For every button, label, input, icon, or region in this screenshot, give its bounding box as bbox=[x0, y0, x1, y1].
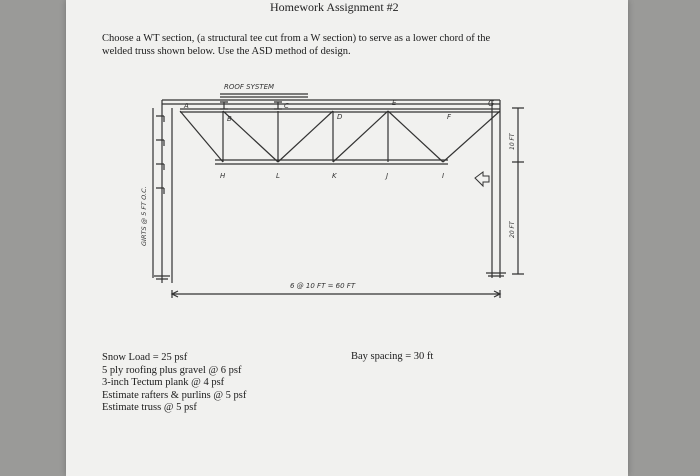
roof-system-label: ROOF SYSTEM bbox=[224, 83, 275, 91]
height-bottom-label: 20 FT bbox=[509, 221, 516, 238]
node-label-f: F bbox=[447, 113, 452, 121]
node-label-a: A bbox=[184, 102, 189, 110]
instructions-line-2: welded truss shown below. Use the ASD method of design. bbox=[102, 46, 351, 57]
load-item-rafters: Estimate rafters & purlins @ 5 psf bbox=[102, 389, 247, 401]
load-item-tectum: 3-inch Tectum plank @ 4 psf bbox=[102, 377, 225, 388]
left-column bbox=[153, 100, 172, 283]
load-item-roofing: 5 ply roofing plus gravel @ 6 psf bbox=[102, 364, 242, 376]
wind-arrow-icon bbox=[475, 172, 489, 186]
page-title: Homework Assignment #2 bbox=[270, 0, 399, 14]
node-label-l: L bbox=[276, 172, 280, 180]
truss-diagram bbox=[120, 78, 540, 308]
node-label-e: E bbox=[392, 99, 397, 107]
span-label: 6 @ 10 FT = 60 FT bbox=[290, 282, 356, 290]
node-label-j: J bbox=[386, 172, 389, 180]
node-label-k: K bbox=[332, 172, 337, 180]
assignment-instructions bbox=[102, 32, 542, 58]
bay-spacing: Bay spacing = 30 ft bbox=[351, 351, 434, 362]
node-label-g: G bbox=[488, 99, 495, 108]
node-label-d: D bbox=[337, 113, 343, 121]
right-column bbox=[492, 100, 500, 278]
node-label-c: C bbox=[284, 102, 289, 110]
load-item-snow: Snow Load = 25 psf bbox=[102, 352, 188, 363]
load-list bbox=[102, 352, 342, 415]
node-label-i: I bbox=[442, 172, 445, 180]
height-dimension bbox=[512, 108, 524, 274]
height-top-label: 10 FT bbox=[509, 133, 516, 150]
node-label-b: B bbox=[227, 115, 232, 123]
span-dimension bbox=[172, 290, 500, 298]
girt-label: GIRTS @ 5 FT O.C. bbox=[140, 186, 148, 246]
load-item-truss: Estimate truss @ 5 psf bbox=[102, 402, 197, 413]
node-label-h: H bbox=[220, 172, 226, 180]
instructions-line-1: Choose a WT section, (a structural tee cut from a W section) to serve as a lower chord of the bbox=[102, 33, 491, 44]
